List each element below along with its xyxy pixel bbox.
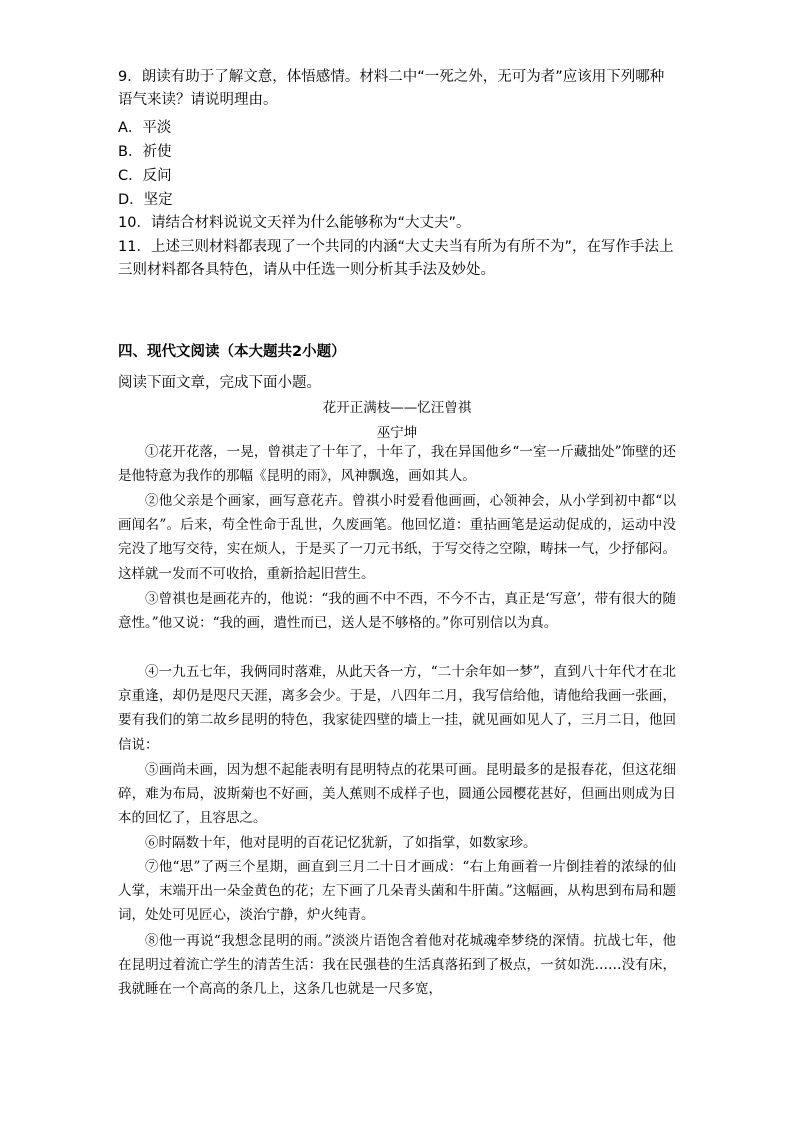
option-d: D．坚定 bbox=[118, 192, 173, 208]
essay-paragraph-3: ③曾祺也是画花卉的，他说：“我的画不中不西，不今不古，真正是‘写意’，带有很大的随意性。”他又说：“我的画，遣性而已，送人是不够格的。”你可别信以为真。 bbox=[118, 591, 676, 632]
question-11: 11．上述三则材料都表现了一个共同的内涵“大丈夫当有所为有所不为”，在写作手法上三则材料都各具特色，请从中任选一则分析其手法及妙处。 bbox=[118, 239, 674, 278]
essay-paragraph-5: ⑤画尚未画，因为想不起能表明有昆明特点的花果可画。昆明最多的是报春花，但这花细碎，难为布局，波斯菊也不好画，美人蕉则不成样子也，圆通公园樱花甚好，但画出则成为日本的回忆了，且容思之。 bbox=[118, 762, 676, 827]
option-b: B．祈使 bbox=[118, 144, 172, 160]
essay-title: 花开正满枝——忆汪曾祺 bbox=[322, 400, 472, 416]
essay-paragraph-6: ⑥时隔数十年，他对昆明的百花记忆犹新，了如指掌，如数家珍。 bbox=[145, 835, 537, 851]
essay-paragraph-1: ①花开花落，一晃，曾祺走了十年了，十年了，我在异国他乡“一室一斤藏拙处”饰壁的还是他特意为我作的那幅《昆明的雨》，风神飘逸，画如其人。 bbox=[118, 444, 676, 485]
essay-paragraph-7: ⑦他“思”了两三个星期，画直到三月二十日才画成：“右上角画着一片倒挂着的浓绿的仙人掌，末端开出一朵金黄色的花；左下画了几朵青头菌和牛肝菌。”这幅画，从构思到布局和题词，处处可见匠心，淡治宁静，炉火纯青。 bbox=[118, 859, 676, 924]
option-c: C．反问 bbox=[118, 168, 172, 184]
essay-paragraph-2: ②他父亲是个画家，画写意花卉。曾祺小时爱看他画画，心领神会，从小学到初中都“以画闻名”。后来，苟全性命于乱世，久废画笔。他回忆道：重拈画笔是运动促成的，运动中没完没了地写交待，实在烦人，于是买了一刀元书纸，于写交待之空隙，畴抹一气，少抒郁闷。这样就一发而不可收拾，重新拾起旧营生。 bbox=[118, 493, 676, 582]
section-instruction: 阅读下面文章，完成下面小题。 bbox=[118, 375, 321, 391]
essay-author: 巫宁坤 bbox=[376, 425, 418, 441]
essay-paragraph-4: ④一九五七年，我俩同时落难，从此天各一方，“二十余年如一梦”，直到八十年代才在北京重逢，却仍是咫尺天涯，离多会少。于是，八四年二月，我写信给他，请他给我画一张画，要有我们的第二故乡昆明的特色，我家徒四壁的墙上一挂，就见画如见人了，三月二日，他回信说： bbox=[118, 664, 676, 753]
essay-paragraph-8: ⑧他一再说“我想念昆明的雨。”淡淡片语饱含着他对花城魂牵梦绕的深情。抗战七年，他在昆明过着流亡学生的清苦生活：我在民强巷的生活真落拓到了极点，一贫如洗……没有床，我就睡在一个高高的条几上，这条几也就是一尺多宽， bbox=[118, 933, 676, 998]
option-a: A．平淡 bbox=[118, 120, 172, 136]
question-9: 9．朗读有助于了解文意，体悟感情。材料二中“一死之外，无可为者”应该用下列哪种语气来读？请说明理由。 bbox=[118, 69, 665, 108]
section-heading: 四、现代文阅读（本大题共2小题） bbox=[118, 344, 346, 360]
question-10: 10．请结合材料说说文天祥为什么能够称为“大丈夫”。 bbox=[118, 215, 471, 231]
